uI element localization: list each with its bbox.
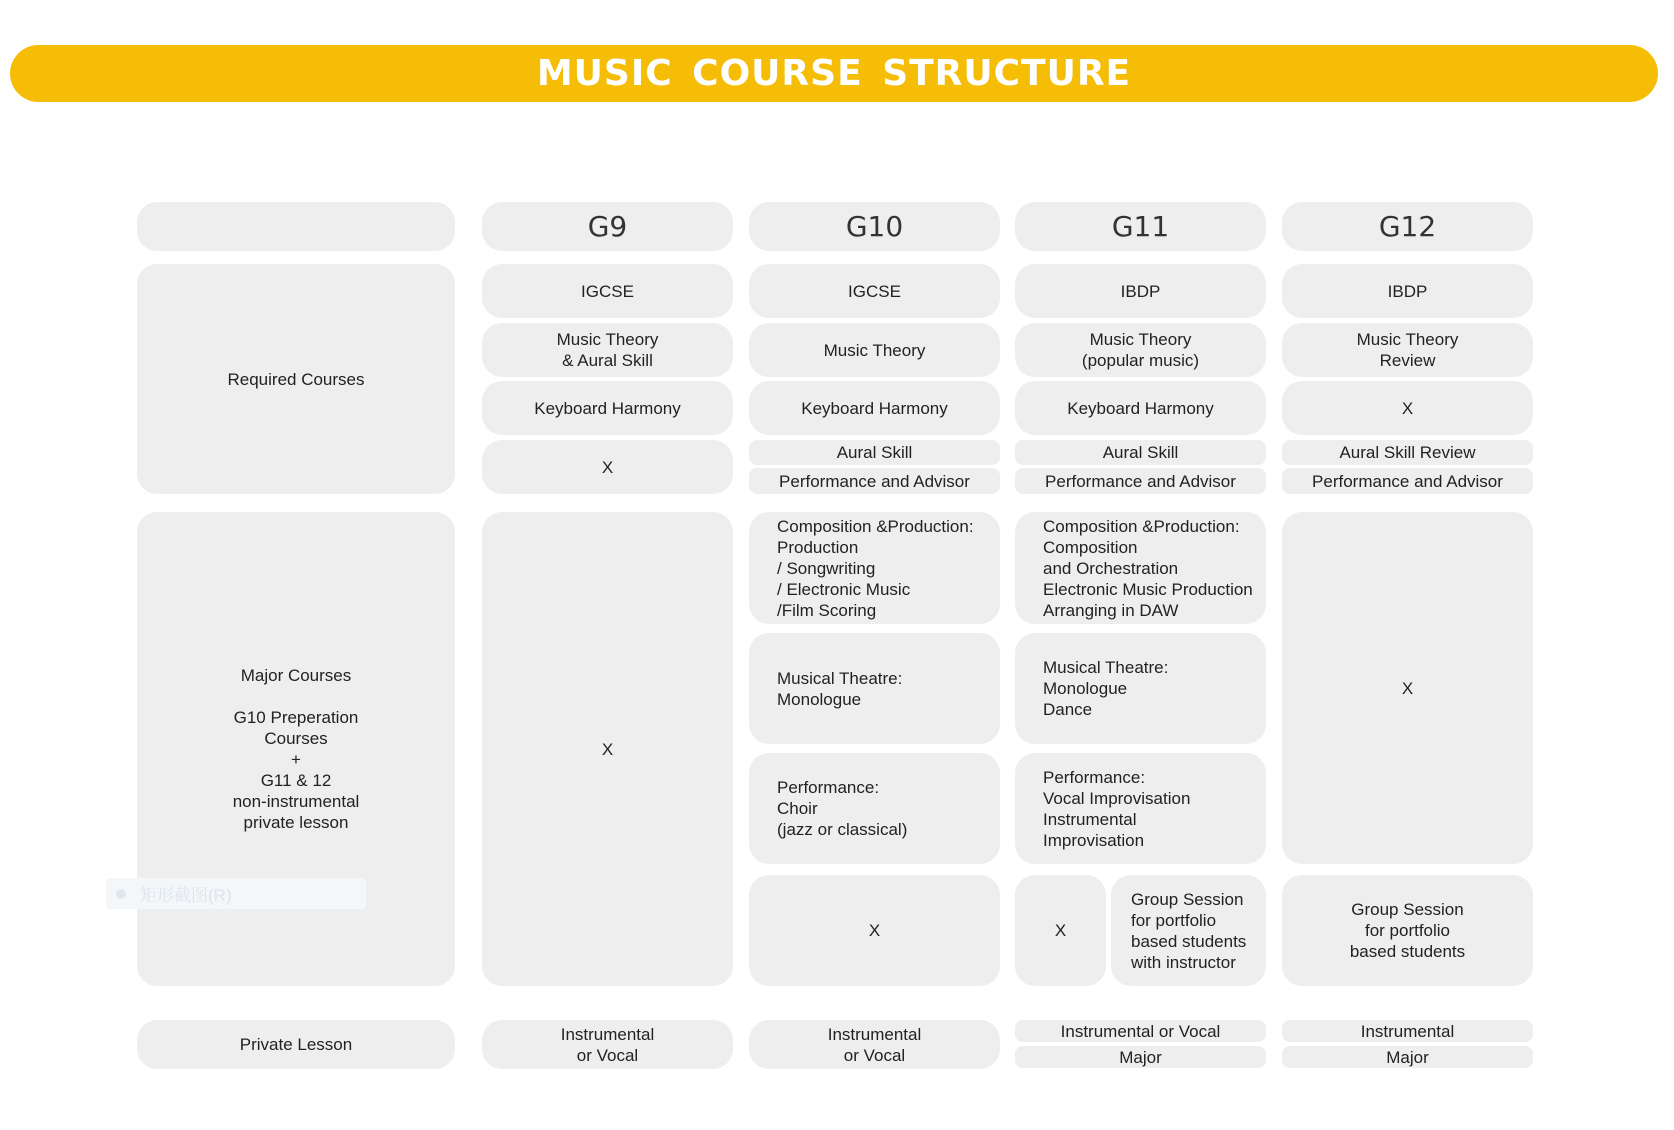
keyboard-g9: Keyboard Harmony [482, 381, 733, 435]
private-g10: Instrumental or Vocal [749, 1020, 1000, 1069]
grade-header-g10: G10 [749, 202, 1000, 251]
row-label-private: Private Lesson [137, 1020, 455, 1069]
grade-header-g11: G11 [1015, 202, 1266, 251]
program-g10: IGCSE [749, 264, 1000, 318]
performance-advisor-g11: Performance and Advisor [1015, 468, 1266, 494]
private-g12-type: Instrumental [1282, 1020, 1533, 1042]
group-session-g12: Group Session for portfolio based students [1282, 875, 1533, 986]
keyboard-g12: X [1282, 381, 1533, 435]
theory-g12: Music Theory Review [1282, 323, 1533, 377]
grade-header-g9: G9 [482, 202, 733, 251]
program-g12: IBDP [1282, 264, 1533, 318]
private-g12-major: Major [1282, 1046, 1533, 1068]
keyboard-g10: Keyboard Harmony [749, 381, 1000, 435]
performance-g10: Performance: Choir (jazz or classical) [749, 753, 1000, 864]
performance-advisor-g10: Performance and Advisor [749, 468, 1000, 494]
aural-g11: Aural Skill [1015, 440, 1266, 465]
major-g9: X [482, 512, 733, 986]
page-title: MUSIC COURSE STRUCTURE [536, 53, 1132, 94]
row-label-major: Major Courses G10 Preperation Courses + G11 & 12 non-instrumental private lesson [137, 512, 455, 986]
aural-g12: Aural Skill Review [1282, 440, 1533, 465]
group-session-g11: Group Session for portfolio based students with instructor [1111, 875, 1266, 986]
tooltip-label: 矩形截图(R) [140, 886, 232, 905]
performance-g11: Performance: Vocal Improvisation Instrumental Improvisation [1015, 753, 1266, 864]
aural-g10: Aural Skill [749, 440, 1000, 465]
private-g11-type: Instrumental or Vocal [1015, 1020, 1266, 1042]
row-label-required: Required Courses [137, 264, 455, 494]
private-g11-major: Major [1015, 1046, 1266, 1068]
header-corner [137, 202, 455, 251]
theory-g11: Music Theory (popular music) [1015, 323, 1266, 377]
private-g9: Instrumental or Vocal [482, 1020, 733, 1069]
group-session-g11-x: X [1015, 875, 1106, 986]
major-g12: X [1282, 512, 1533, 864]
keyboard-g11: Keyboard Harmony [1015, 381, 1266, 435]
aural-g9: X [482, 440, 733, 494]
performance-advisor-g12: Performance and Advisor [1282, 468, 1533, 494]
title-banner [10, 45, 1658, 102]
theory-g9: Music Theory & Aural Skill [482, 323, 733, 377]
musical-theatre-g10: Musical Theatre: Monologue [749, 633, 1000, 744]
program-g11: IBDP [1015, 264, 1266, 318]
group-session-g10: X [749, 875, 1000, 986]
theory-g10: Music Theory [749, 323, 1000, 377]
composition-g11: Composition &Production: Composition and Orchestration Electronic Music Production Arranging in DAW [1015, 512, 1266, 624]
composition-g10: Composition &Production: Production / Songwriting / Electronic Music /Film Scoring [749, 512, 1000, 624]
musical-theatre-g11: Musical Theatre: Monologue Dance [1015, 633, 1266, 744]
grade-header-g12: G12 [1282, 202, 1533, 251]
program-g9: IGCSE [482, 264, 733, 318]
screenshot-tool-tooltip [106, 878, 366, 909]
tooltip-dot-icon [116, 889, 126, 899]
